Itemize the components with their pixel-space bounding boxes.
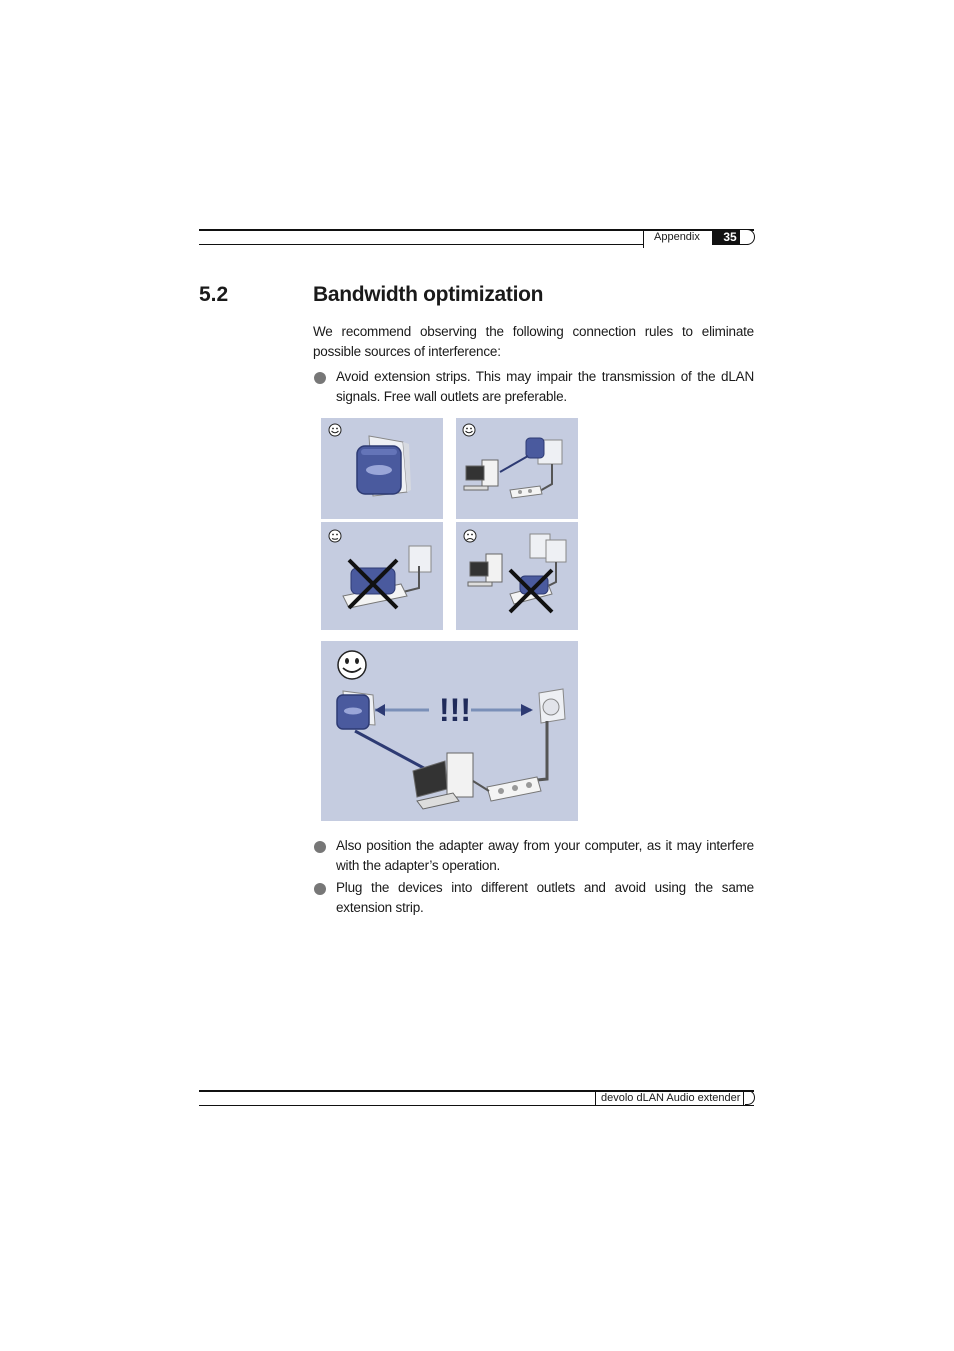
- footer-rule-lower: [199, 1105, 754, 1106]
- extension-strip-icon: [510, 486, 542, 498]
- figure-adapter-on-strip-crossed: [321, 522, 443, 630]
- footer-product-name: devolo dLAN Audio extender: [601, 1092, 741, 1104]
- figure-same-strip-crossed: [456, 522, 578, 630]
- footer-divider: [595, 1090, 596, 1106]
- wall-outlet-icon: [546, 540, 566, 562]
- bullet-dot-icon: [314, 883, 326, 895]
- bullet-item: [313, 836, 754, 875]
- smiley-happy-icon: [463, 424, 475, 436]
- bullet-text: Also position the adapter away from your computer, as it may interfere with the adapter’s operation.: [336, 838, 754, 873]
- section-number: 5.2: [199, 283, 229, 306]
- header-rule-lower: [199, 244, 643, 245]
- section-title: Bandwidth optimization: [313, 283, 544, 306]
- smiley-neutral-icon: [329, 530, 341, 542]
- figure-adapter-wall-computer-strip: [456, 418, 578, 519]
- adapter-icon: [357, 446, 401, 494]
- footer-divider-end: [743, 1090, 744, 1106]
- wall-outlet-right-icon: [539, 689, 565, 723]
- bullet-item: [313, 878, 754, 917]
- figure-adapter-wall-outlet: [321, 418, 443, 519]
- header-divider: [643, 229, 644, 248]
- extension-strip-icon: [487, 777, 541, 801]
- callout-text: !!!: [439, 692, 471, 728]
- bullet-text: Plug the devices into different outlets and avoid using the same extension strip.: [336, 880, 754, 915]
- adapter-icon: [337, 695, 369, 729]
- figure-separate-outlets: [321, 641, 578, 821]
- smiley-sad-icon: [464, 530, 476, 542]
- adapter-icon: [526, 438, 544, 458]
- footer-tab-cap: [745, 1090, 755, 1105]
- bullet-dot-icon: [314, 841, 326, 853]
- bullet-item: [313, 367, 754, 406]
- bullet-text: Avoid extension strips. This may impair the transmission of the dLAN signals. Free wall outlets are preferable.: [336, 369, 754, 404]
- intro-paragraph: We recommend observing the following connection rules to eliminate possible sources of interference:: [313, 324, 754, 359]
- computer-icon: [464, 460, 498, 490]
- page-number: 35: [712, 229, 748, 245]
- smiley-happy-icon: [338, 651, 366, 679]
- header-tab-cap: [740, 229, 755, 245]
- bullet-dot-icon: [314, 372, 326, 384]
- adapter-icon: [351, 568, 395, 594]
- header-section-label: Appendix: [654, 231, 700, 243]
- network-cable: [355, 731, 433, 773]
- computer-icon: [468, 554, 502, 586]
- smiley-happy-icon: [329, 424, 341, 436]
- computer-icon: [413, 753, 473, 809]
- power-cable: [527, 721, 547, 781]
